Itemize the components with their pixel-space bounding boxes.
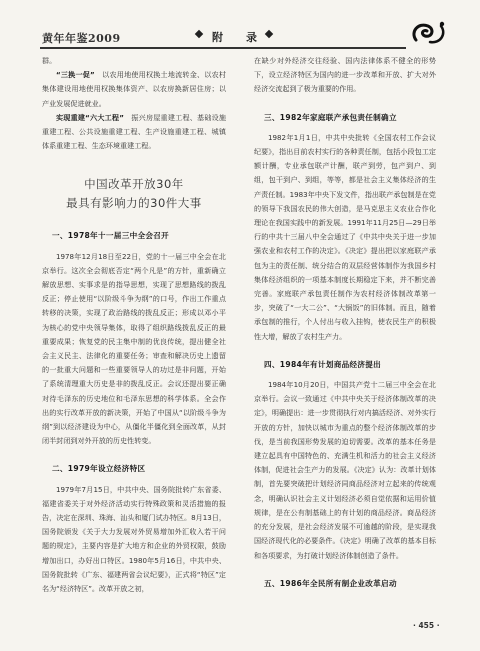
section-heading: 一、1978年十一届三中全会召开 (52, 231, 170, 241)
keyword: 实现重建“六大工程” (56, 112, 124, 122)
yearbook-title: 黄年年鉴2009 (42, 32, 121, 45)
paragraph: 1984年10月20日，中国共产党十二届三中全会在北京举行。会议一致通过《中共中央关于经济体制改革的决定》，明确提出：进一步贯彻执行对内搞活经济、对外实行开放的方针，加快以城市为重点的整个经济体制改革的步伐，是当前我国形势发展的迫切需要。改革的基本任务是建立起具有中国特色的、充满生机和活力的社会主义经济体制，促进社会生产力的发展。《决定》认为：改革计划体制，首先要突破把计划经济同商品经济对立起来的传统观念，明确认识社会主义计划经济必须自觉依据和运用价值规律，是在公有制基础上的有计划的商品经济。商品经济的充分发展，是社会经济发展不可逾越的阶段，是实现我国经济现代化的必要条件。《决定》明确了改革的基本目标和各项要求，为打破计划经济体制创造了条件。 (254, 380, 436, 560)
article-title (42, 175, 226, 213)
section-heading: 二、1979年设立经济特区 (52, 464, 146, 474)
section-heading: 四、1984年有计划商品经济提出 (264, 359, 382, 369)
article-title-line1: 中国改革开放30年 (84, 177, 184, 192)
paragraph: 1979年7月15日，中共中央、国务院批转广东省委、福建省委关于对外经济活动实行特殊政策和灵活措施的报告，决定在深圳、珠海、汕头和厦门试办特区。8月13日，国务院颁发《关于大力发展对外贸易增加外汇收入若干问题的规定》，主要内容是扩大地方和企业的外贸权限，鼓励增加出口，办好出口特区。1980年5月16日，中共中央、国务院批转《广东、福建两省会议纪要》，正式将“特区”定名为“经济特区”。改革开放之初， (42, 484, 226, 594)
paragraph-text: 振兴房屋重建工程、基础设施重建工程、公共设施重建工程、生产设施重建工程、城镇体系重建工程、生态环境重建工程。 (42, 112, 227, 151)
article-title-line2: 最具有影响力的30件大事 (66, 196, 202, 211)
swirl-logo-icon (408, 18, 448, 48)
section-title: 附 录 (212, 31, 263, 44)
paragraph: 1978年12月18日至22日，党的十一届三中全会在北京举行。这次全会彻底否定“两个凡是”的方针，重新确立解放思想、实事求是的指导思想，实现了思想路线的拨乱反正；停止使用“以阶级斗争为纲”的口号，作出工作重点转移的决策，实现了政治路线的拨乱反正；形成以邓小平为核心的党中央领导集体，取得了组织路线拨乱反正的最重要成果；恢复党的民主集中制的优良传统，提出健全社会主义民主、法律化的重要任务；审查和解决历史上遗留的一批重大问题和一些重要领导人的功过是非问题，开始了系统清理重大历史是非的拨乱反正。会议还提出要正确对待毛泽东的历史地位和毛泽东思想的科学体系。全会作出的实行改革开放的新决策，开始了中国从“以阶级斗争为纲”到以经济建设为中心，从僵化半僵化到全面改革，从封闭半封闭到对外开放的历史性转变。 (42, 251, 226, 446)
paragraph (42, 111, 226, 154)
page-number: · 455 · (413, 621, 440, 630)
header-rule (40, 47, 406, 49)
paragraph (42, 68, 226, 111)
paragraph: 在缺少对外经济交往经验、国内法律体系不健全的形势下，设立经济特区为国内的进一步改革和开放、扩大对外经济交流起到了极为重要的作用。 (254, 56, 436, 94)
left-column (42, 54, 226, 596)
paragraph: 群。 (42, 56, 57, 65)
paragraph: 1982年1月1日，中共中央批转《全国农村工作会议纪要》，指出目前农村实行的各种责任制，包括小段包工定额计酬，专业承包联产计酬，联产到劳，包产到户、到组，包干到户、到组，等等，都是社会主义集体经济的生产责任制。1983年中央下发文件，指出联产承包制是在党的领导下我国农民的伟大创造，是马克思主义农业合作化理论在我国实践中的新发展。1991年11月25日—29日举行的中共十三届八中全会通过了《中共中央关于进一步加强农业和农村工作的决定》。《决定》提出把以家庭联产承包为主的责任制、统分结合的双层经营体制作为我国乡村集体经济组织的一项基本制度长期稳定下来，并不断完善完善。家庭联产承包责任制作为农村经济体制改革第一步，突破了“一大二公”、“大锅饭”的旧体制。而且，随着承包制的推行，个人付出与收入挂钩，使农民生产的积极性大增，解放了农村生产力。 (254, 132, 436, 341)
page-header (0, 0, 480, 46)
right-column (254, 54, 436, 597)
diamond-icon (195, 30, 203, 38)
paragraph-text: 以农用地使用权换土地流转金、以农村集体建设用地使用权换集体资产、以农房换新居住房；以产业发展促进就业。 (42, 70, 226, 108)
section-heading: 五、1986年全民所有制企业改革启动 (264, 578, 397, 588)
section-heading: 三、1982年家庭联产承包责任制确立 (264, 112, 397, 122)
keyword: “三换一促” (56, 70, 95, 80)
diamond-icon (265, 30, 273, 38)
